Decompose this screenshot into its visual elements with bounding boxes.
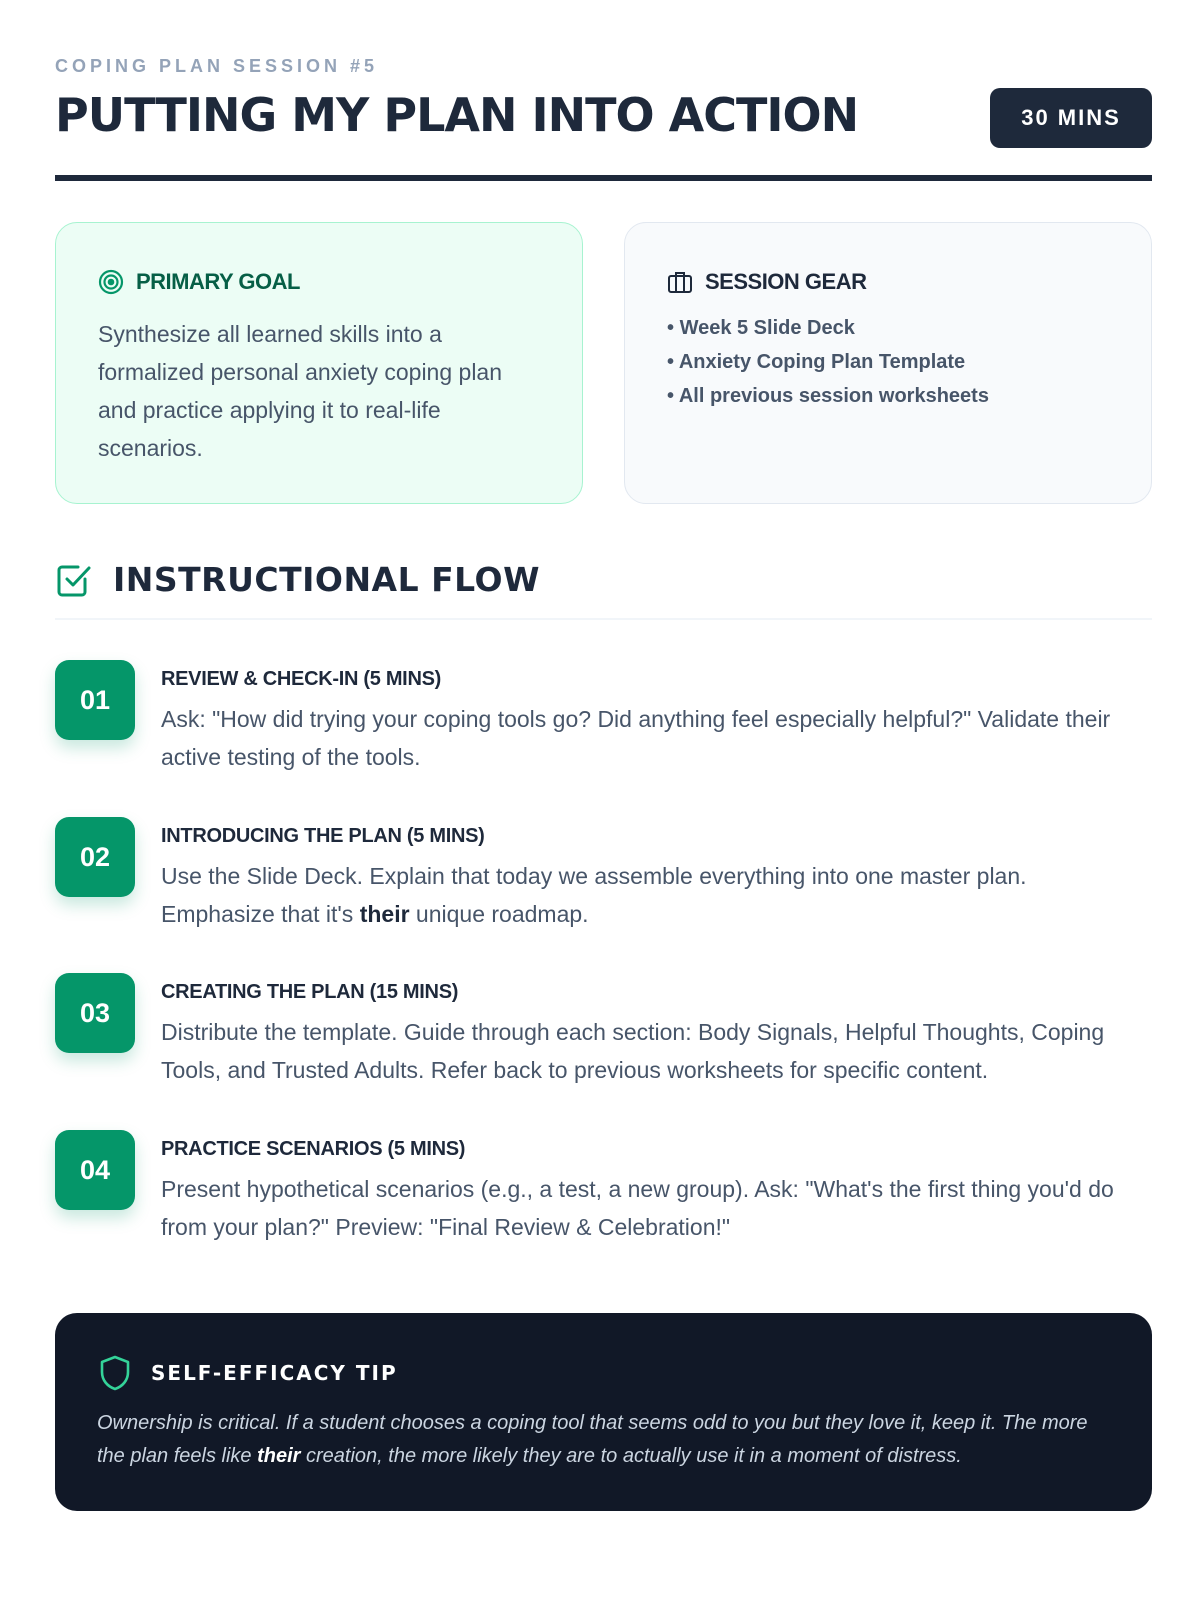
step-number: 03	[55, 973, 135, 1053]
lesson-page	[55, 0, 1152, 1600]
step-text: Ask: "How did trying your coping tools go? Did anything feel especially helpful?" Validate their active testing of the tools.	[161, 706, 1111, 770]
shield-icon	[97, 1354, 133, 1392]
tip-title: SELF-EFFICACY TIP	[151, 1361, 398, 1385]
primary-goal-card	[55, 222, 583, 504]
checkbox-icon	[55, 561, 93, 599]
step-text: Use the Slide Deck. Explain that today we assemble everything into one master plan. Emphasize that it's their unique roadmap.	[161, 863, 1027, 927]
session-eyebrow: COPING PLAN SESSION #5	[55, 56, 379, 76]
step-title: REVIEW & CHECK-IN (5 MINS)	[161, 668, 441, 690]
gear-item: • Week 5 Slide Deck	[667, 311, 1109, 345]
tip-text: Ownership is critical. If a student chooses a coping tool that seems odd to you but they love it, keep it. The more the plan feels like their creation, the more likely they are to actually use it in a moment of distress.	[97, 1412, 1088, 1467]
target-icon	[98, 269, 124, 295]
briefcase-icon	[667, 269, 693, 295]
header-divider	[55, 175, 1152, 181]
step-title: CREATING THE PLAN (15 MINS)	[161, 981, 459, 1003]
duration-badge: 30 MINS	[990, 88, 1152, 148]
flow-divider	[55, 618, 1152, 620]
primary-goal-title: PRIMARY GOAL	[136, 269, 300, 294]
step-title: PRACTICE SCENARIOS (5 MINS)	[161, 1138, 466, 1160]
step-text: Distribute the template. Guide through each section: Body Signals, Helpful Thoughts, Coping Tools, and Trusted Adults. Refer back to previous worksheets for specific content.	[161, 1019, 1105, 1083]
gear-list	[667, 311, 1109, 413]
session-gear-card	[624, 222, 1152, 504]
flow-title: INSTRUCTIONAL FLOW	[113, 560, 540, 599]
step-number: 01	[55, 660, 135, 740]
gear-item: • All previous session worksheets	[667, 379, 1109, 413]
self-efficacy-tip-card	[55, 1313, 1152, 1511]
gear-item: • Anxiety Coping Plan Template	[667, 345, 1109, 379]
step-number: 02	[55, 817, 135, 897]
flow-heading	[55, 560, 540, 599]
step-title: INTRODUCING THE PLAN (5 MINS)	[161, 825, 485, 847]
page-title: PUTTING MY PLAN INTO ACTION	[55, 88, 859, 142]
session-gear-title: SESSION GEAR	[705, 269, 867, 294]
step-text: Present hypothetical scenarios (e.g., a test, a new group). Ask: "What's the first thing you'd do from your plan?" Preview: "Final Review & Celebration!"	[161, 1176, 1114, 1240]
step-number: 04	[55, 1130, 135, 1210]
primary-goal-text: Synthesize all learned skills into a formalized personal anxiety coping plan and practice applying it to real-life scenarios.	[98, 321, 503, 461]
